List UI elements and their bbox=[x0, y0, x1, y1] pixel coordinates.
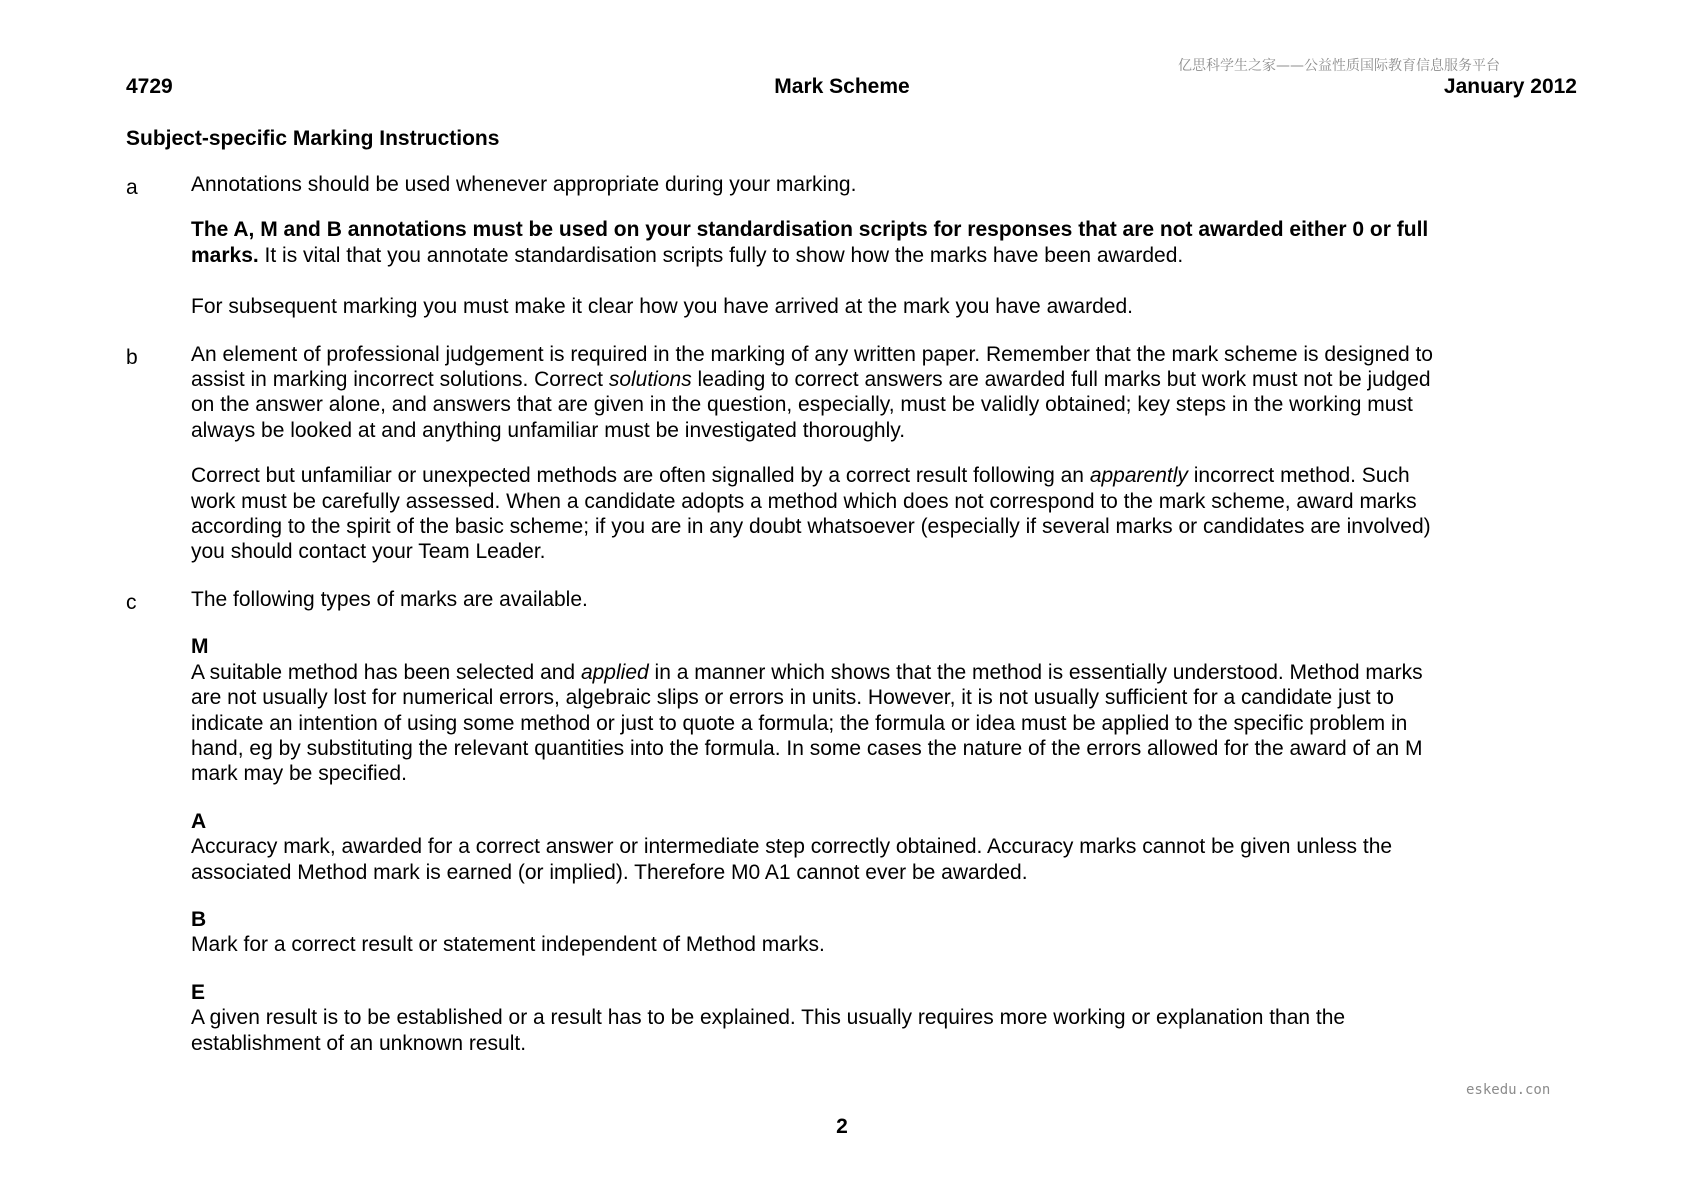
instructions-list bbox=[126, 172, 1456, 1078]
paragraph bbox=[191, 463, 1456, 565]
item-body bbox=[191, 342, 1456, 565]
item-letter: b bbox=[126, 345, 138, 369]
instruction-item-b bbox=[126, 342, 1456, 565]
section-title: Subject-specific Marking Instructions bbox=[126, 127, 500, 150]
paragraph: Annotations should be used whenever appropriate during your marking. bbox=[191, 173, 857, 196]
text: incorrect method. Such work must be carefully assessed. When a candidate adopts a method which does not correspond to the mark scheme, award marks according to the spirit of the basic scheme; if you are in any doubt whatsoever (especially if several marks or candidates are involved) you should contact your Team Leader. bbox=[191, 464, 1431, 564]
italic-text: solutions bbox=[608, 368, 692, 392]
mark-type-heading: E bbox=[191, 980, 206, 1004]
item-letter: a bbox=[126, 176, 138, 199]
watermark-bottom: eskedu.con bbox=[1466, 1082, 1551, 1098]
watermark-top: 亿思科学生之家——公益性质国际教育信息服务平台 bbox=[1178, 58, 1500, 74]
item-body bbox=[191, 587, 1456, 1056]
mark-type-heading: B bbox=[191, 907, 207, 931]
item-body bbox=[191, 172, 1456, 320]
mark-type-heading: A bbox=[191, 809, 207, 833]
paper-code: 4729 bbox=[126, 75, 173, 98]
text: An element of professional judgement is required in the marking of any written paper. Remember that the mark scheme is designed to assist in marking incorrect solutions. Correct bbox=[191, 342, 1433, 392]
italic-text: apparently bbox=[1089, 464, 1188, 488]
text: Accuracy mark, awarded for a correct answer or intermediate step correctly obtained. Accuracy marks cannot be given unless the associated Method mark is earned (or implied). Therefore M0 A1 cannot ever be awarded. bbox=[191, 835, 1393, 884]
paragraph: The following types of marks are available. bbox=[191, 587, 588, 611]
instruction-item-a bbox=[126, 172, 1456, 320]
text: It is vital that you annotate standardisation scripts fully to show how the marks have been awarded. bbox=[258, 243, 1184, 267]
paragraph bbox=[191, 217, 1456, 268]
paragraph bbox=[191, 342, 1456, 444]
text: Correct but unfamiliar or unexpected methods are often signalled by a correct result following an bbox=[191, 464, 1090, 488]
paragraph: For subsequent marking you must make it clear how you have arrived at the mark you have awarded. bbox=[191, 295, 1133, 319]
mark-type-e bbox=[191, 980, 1456, 1056]
text: A suitable method has been selected and bbox=[191, 660, 581, 684]
instruction-item-c bbox=[126, 587, 1456, 1056]
header-date: January 2012 bbox=[1443, 75, 1577, 98]
item-letter: c bbox=[126, 590, 137, 614]
italic-text: applied bbox=[580, 660, 649, 684]
mark-type-m bbox=[191, 634, 1456, 786]
text: in a manner which shows that the method is essentially understood. Method marks are not usually lost for numerical errors, algebraic slips or errors in units. However, it is not usually sufficient for a candidate just to indicate an intention of using some method or just to quote a formula; the formula or idea must be applied to the specific problem in hand, eg by substituting the relevant quantities into the formula. In some cases the nature of the errors allowed for the award of an M mark may be specified. bbox=[191, 660, 1423, 786]
mark-type-heading: M bbox=[191, 635, 209, 659]
mark-type-a bbox=[191, 809, 1456, 885]
page-number: 2 bbox=[836, 1115, 848, 1138]
text: Mark for a correct result or statement independent of Method marks. bbox=[191, 933, 825, 957]
text: A given result is to be established or a result has to be explained. This usually requires more working or explanation than the establishment of an unknown result. bbox=[191, 1006, 1346, 1055]
header-title: Mark Scheme bbox=[774, 75, 910, 98]
mark-type-b bbox=[191, 907, 1456, 958]
bold-text: The A, M and B annotations must be used on your standardisation scripts for responses that are not awarded either 0 or full marks. bbox=[191, 218, 1429, 267]
text: leading to correct answers are awarded full marks but work must not be judged on the answer alone, and answers that are given in the question, especially, must be validly obtained; key steps in the working must always be looked at and anything unfamiliar must be investigated thoroughly. bbox=[191, 368, 1431, 442]
